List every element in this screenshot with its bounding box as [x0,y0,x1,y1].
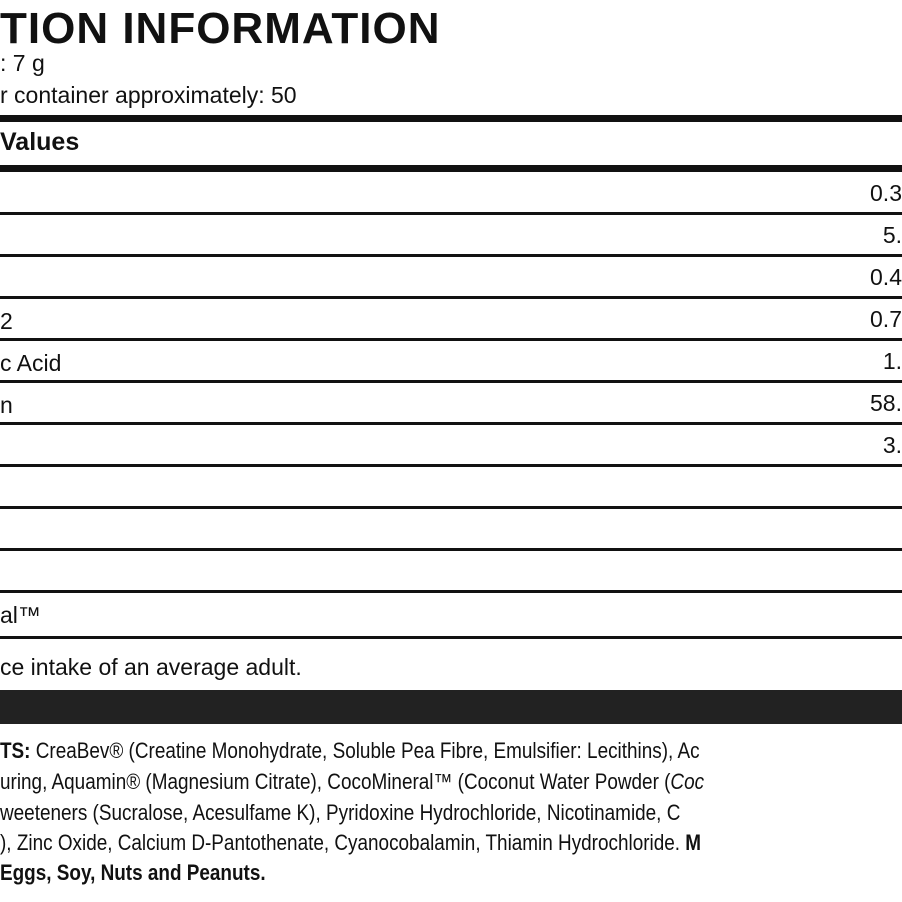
ingredients-text: uring, Aquamin® (Magnesium Citrate), CocoMineral™ (Coconut Water Powder ( [0,769,671,794]
row-label: 2 [0,308,13,334]
row-value: 58. [870,390,902,416]
row-divider [0,422,902,425]
ingredients-italic: Coc [670,769,705,794]
ingredients-line [0,738,700,764]
row-label: n [0,392,13,418]
row-value: 5. [882,222,902,248]
row-divider [0,464,902,467]
ingredients-line [0,800,680,826]
divider [0,636,902,639]
serving-size: : 7 g [0,50,45,76]
divider [0,165,902,172]
ingredients-line [0,769,704,795]
row-value: 3. [882,432,902,458]
row-divider [0,296,902,299]
row-value: 0.7 [870,306,902,332]
ingredients-header-bar [0,690,902,724]
row-divider [0,380,902,383]
values-heading: Values [0,128,80,156]
ingredients-line [0,860,266,886]
row-divider [0,212,902,215]
ingredients-text: weeteners (Sucralose, Acesulfame K), Pyridoxine Hydrochloride, Nicotinamide, C [0,800,681,825]
divider [0,115,902,122]
row-value: 1. [882,348,902,374]
row-divider [0,338,902,341]
allergen-text: Eggs, Soy, Nuts and Peanuts. [0,860,266,885]
ingredients-text: ), Zinc Oxide, Calcium D-Pantothenate, Cyanocobalamin, Thiamin Hydrochloride. [0,830,686,855]
servings-per-container: r container approximately: 50 [0,82,297,108]
page-title: TION INFORMATION [0,4,441,53]
row-label: al™ [0,602,41,628]
ingredients-bold: M [685,830,702,855]
ingredients-line [0,830,701,856]
ingredients-label: TS: [0,738,31,763]
footnote: ce intake of an average adult. [0,654,302,680]
row-label: c Acid [0,350,62,376]
row-divider [0,506,902,509]
row-divider [0,254,902,257]
row-value: 0.3 [870,180,902,206]
row-divider [0,590,902,593]
ingredients-text: CreaBev® (Creatine Monohydrate, Soluble Pea Fibre, Emulsifier: Lecithins), Ac [30,738,700,763]
row-value: 0.4 [870,264,902,290]
row-divider [0,548,902,551]
